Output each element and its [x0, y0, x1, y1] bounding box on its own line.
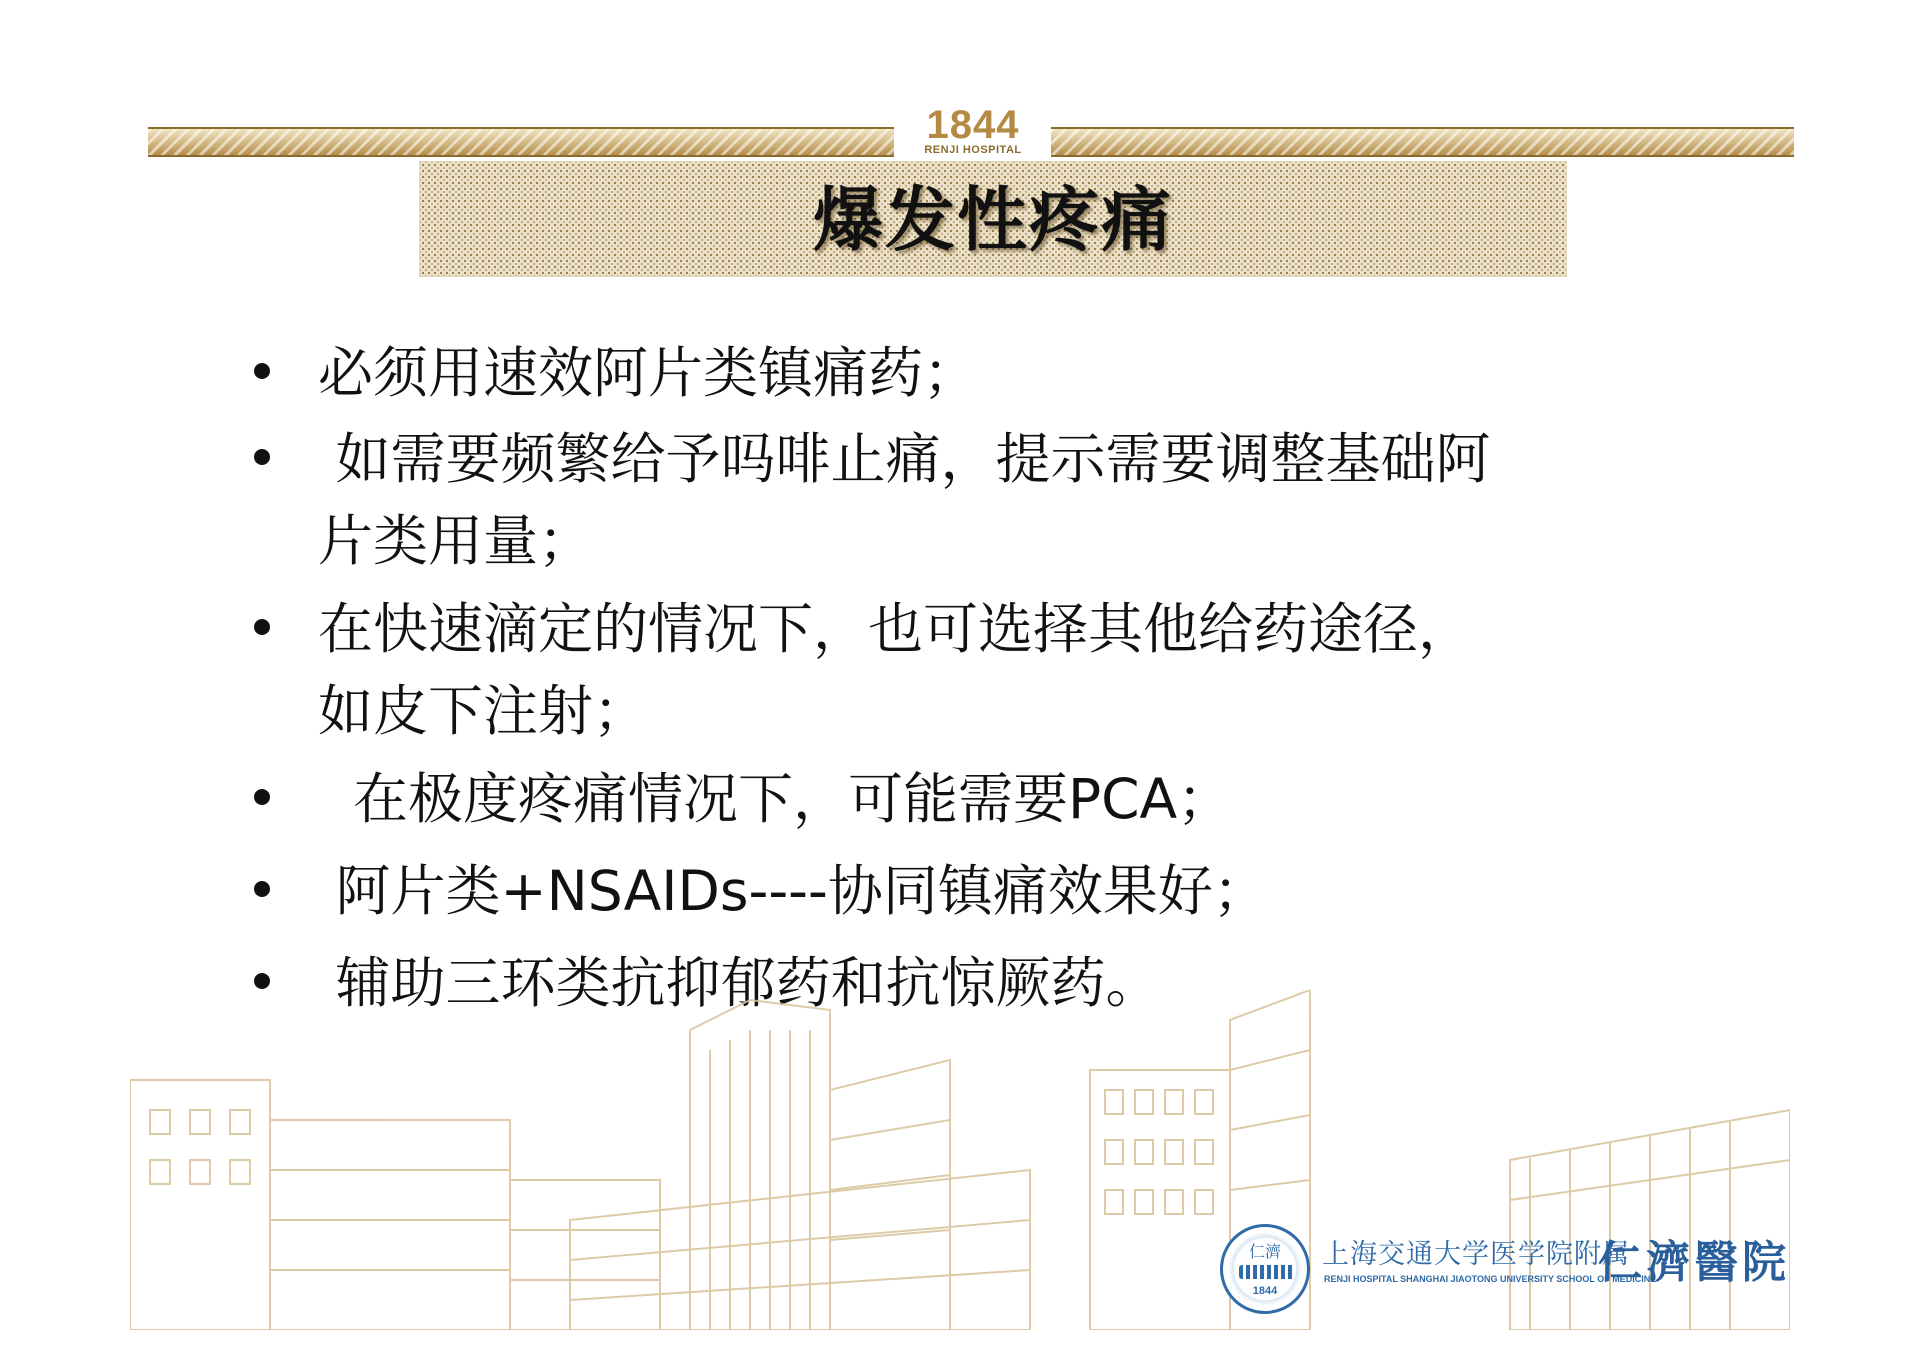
header-ornament-left	[148, 127, 894, 157]
bullet-dot-icon	[254, 449, 270, 465]
institution-name-en: RENJI HOSPITAL SHANGHAI JIAOTONG UNIVERSITY SCHOOL OF MEDICINE	[1324, 1274, 1657, 1284]
slide-title: 爆发性疼痛	[813, 179, 1173, 261]
hospital-logo-subtitle: RENJI HOSPITAL	[924, 144, 1022, 156]
institution-logo	[1220, 1220, 1790, 1320]
bullet-dot-icon	[254, 881, 270, 897]
bullet-text: 在快速滴定的情况下，也可选择其他给药途径， 如皮下注射；	[318, 597, 1474, 743]
bullet-dot-icon	[254, 973, 270, 989]
title-banner	[420, 162, 1566, 276]
seal-year: 1844	[1252, 1285, 1278, 1297]
seal-wave-icon	[1239, 1265, 1295, 1279]
institution-brand: 仁濟醫院	[1598, 1237, 1790, 1288]
bullet-dot-icon	[254, 363, 270, 379]
bullet-text: 必须用速效阿片类镇痛药；	[318, 341, 979, 405]
bullet-text: 阿片类+NSAIDs----协同镇痛效果好；	[318, 859, 1268, 923]
hospital-logo-year: 1844	[926, 103, 1020, 147]
hospital-seal-icon	[1220, 1224, 1310, 1314]
bullet-text: 如需要频繁给予吗啡止痛，提示需要调整基础阿 片类用量；	[318, 427, 1491, 573]
bullet-text: 辅助三环类抗抑郁药和抗惊厥药。	[318, 951, 1161, 1015]
bullet-text: 在极度疼痛情况下，可能需要PCA；	[318, 767, 1233, 831]
seal-text: 仁濟	[1248, 1242, 1281, 1261]
institution-name-cn: 上海交通大学医学院附属	[1322, 1239, 1630, 1270]
header-ornament-right	[1051, 127, 1794, 157]
bullet-dot-icon	[254, 789, 270, 805]
bullet-dot-icon	[254, 619, 270, 635]
